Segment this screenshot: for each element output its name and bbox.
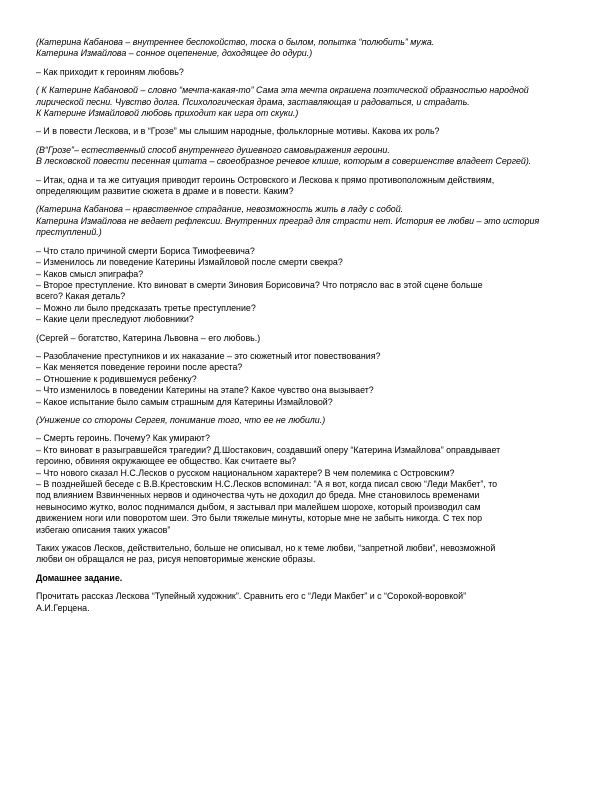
text-line: преступлений.) (36, 227, 102, 238)
answer-paragraph (36, 145, 582, 168)
text-line: – Каков смысл эпиграфа? (36, 268, 144, 279)
paragraph (36, 333, 582, 344)
text-line: лирической песни. Чувство долга. Психологическая драма, заставляющая и радоваться, и страдать. (36, 96, 470, 107)
text-line: – Отношение к родившемуся ребенку? (36, 373, 197, 384)
text-line: – Что нового сказал Н.С.Лесков о русском национальном характере? В чем полемика с Островским? (36, 467, 455, 478)
text-line: (Катерина Кабанова – нравственное страдание, невозможность жить в ладу с собой. (36, 204, 404, 215)
text-line: Домашнее задание. (36, 572, 123, 583)
text-line: Таких ужасов Лесков, действительно, больше не описывал, но к теме любви, “запретной любви”, невозможной (36, 543, 496, 554)
text-line: – Кто виноват в разыгравшейся трагедии? Д.Шостакович, создавший оперу “Катерина Измайлова” оправдывает (36, 444, 501, 455)
text-line: – Смерть героинь. Почему? Как умирают? (36, 433, 210, 444)
text-line: – Что стало причиной смерти Бориса Тимофеевича? (36, 245, 255, 256)
text-line: – Что изменилось в поведении Катерины на этапе? Какое чувство она вызывает? (36, 385, 374, 396)
paragraph (36, 126, 582, 137)
paragraph (36, 543, 582, 566)
answer-paragraph (36, 37, 582, 60)
paragraph (36, 351, 582, 408)
answer-paragraph (36, 415, 582, 426)
text-line: – Изменилось ли поведение Катерины Измайловой после смерти свекра? (36, 257, 343, 268)
text-line: невыносимо жутко, волос поднимался дыбом, я застывал при малейшем шорохе, который производил сам (36, 501, 481, 512)
text-line: – Разоблачение преступников и их наказание – это сюжетный итог повествования? (36, 350, 381, 361)
text-line: под влиянием Взвинченных нервов и одиночества чуть не доходил до бреда. Мне становилось временами (36, 490, 480, 501)
text-line: Катерина Измайлова не ведает рефлексии. Внутренних преград для страсти нет. История ее любви – это история (36, 215, 540, 226)
text-line: – Второе преступление. Кто виноват в смерти Зиновия Борисовича? Что потрясло вас в этой сцене больше (36, 279, 483, 290)
text-line: любви он обращался не раз, рисуя неповторимые женские образы. (36, 554, 316, 565)
text-line: Прочитать рассказ Лескова “Тупейный художник”. Сравнить его с “Леди Макбет” и с “Сорокой-воровкой” (36, 591, 467, 602)
text-line: движением ноги или поворотом шеи. Это были тяжелые минуты, которые мне не забыть никогда. С тех пор (36, 513, 483, 524)
text-line: А.И.Герцена. (36, 602, 90, 613)
answer-paragraph (36, 204, 582, 238)
text-line: – Можно ли было предсказать третье преступление? (36, 302, 256, 313)
text-line: (Сергей – богатство, Катерина Львовна – его любовь.) (36, 332, 261, 343)
text-line: ( К Катерине Кабановой – словно “мечта-какая-то” Сама эта мечта окрашена поэтической образностью народной (36, 85, 529, 96)
paragraph (36, 433, 582, 536)
text-line: – Итак, одна и та же ситуация приводит героинь Островского и Лескова к прямо противоположным действиям, (36, 174, 495, 185)
text-line: – И в повести Лескова, и в “Грозе” мы слышим народные, фольклорные мотивы. Какова их роль? (36, 126, 440, 137)
paragraph (36, 67, 582, 78)
text-line: – Как приходит к героиням любовь? (36, 66, 184, 77)
text-line: – Какие цели преследуют любовники? (36, 314, 194, 325)
paragraph (36, 175, 582, 198)
text-line: определяющим развитие сюжета в драме и в повести. Каким? (36, 186, 294, 197)
text-line: избегаю описания таких ужасов” (36, 524, 171, 535)
text-line: всего? Какая деталь? (36, 291, 126, 302)
text-line: В лесковской повести песенная цитата – своеобразное речевое клише, которым в совершенстве владеет Сергей). (36, 156, 532, 167)
text-line: героиню, обвиняя окружающее ее общество. Как считаете вы? (36, 456, 297, 467)
text-line: – Как меняется поведение героини после ареста? (36, 362, 243, 373)
text-line: – Какое испытание было самым страшным для Катерины Измайловой? (36, 396, 333, 407)
text-line: (В“Грозе”– естественный способ внутреннего душевного самовыражения героини. (36, 144, 390, 155)
text-line: – В позднейшей беседе с В.В.Крестовским Н.С.Лесков вспоминал: “А я вот, когда писал свою “Леди Макбет”, то (36, 479, 498, 489)
text-line: К Катерине Измайловой любовь приходит как игра от скуки.) (36, 108, 299, 119)
document-body (36, 37, 582, 614)
answer-paragraph (36, 85, 582, 119)
section-heading (36, 573, 582, 584)
paragraph (36, 246, 582, 326)
text-line: (Унижение со стороны Сергея, понимание того, что ее не любили.) (36, 414, 326, 425)
paragraph (36, 591, 582, 614)
text-line: (Катерина Кабанова – внутреннее беспокойство, тоска о былом, попытка “полюбить” мужа. (36, 37, 435, 47)
text-line: Катерина Измайлова – сонное оцепенение, доходящее до одури.) (36, 48, 313, 59)
